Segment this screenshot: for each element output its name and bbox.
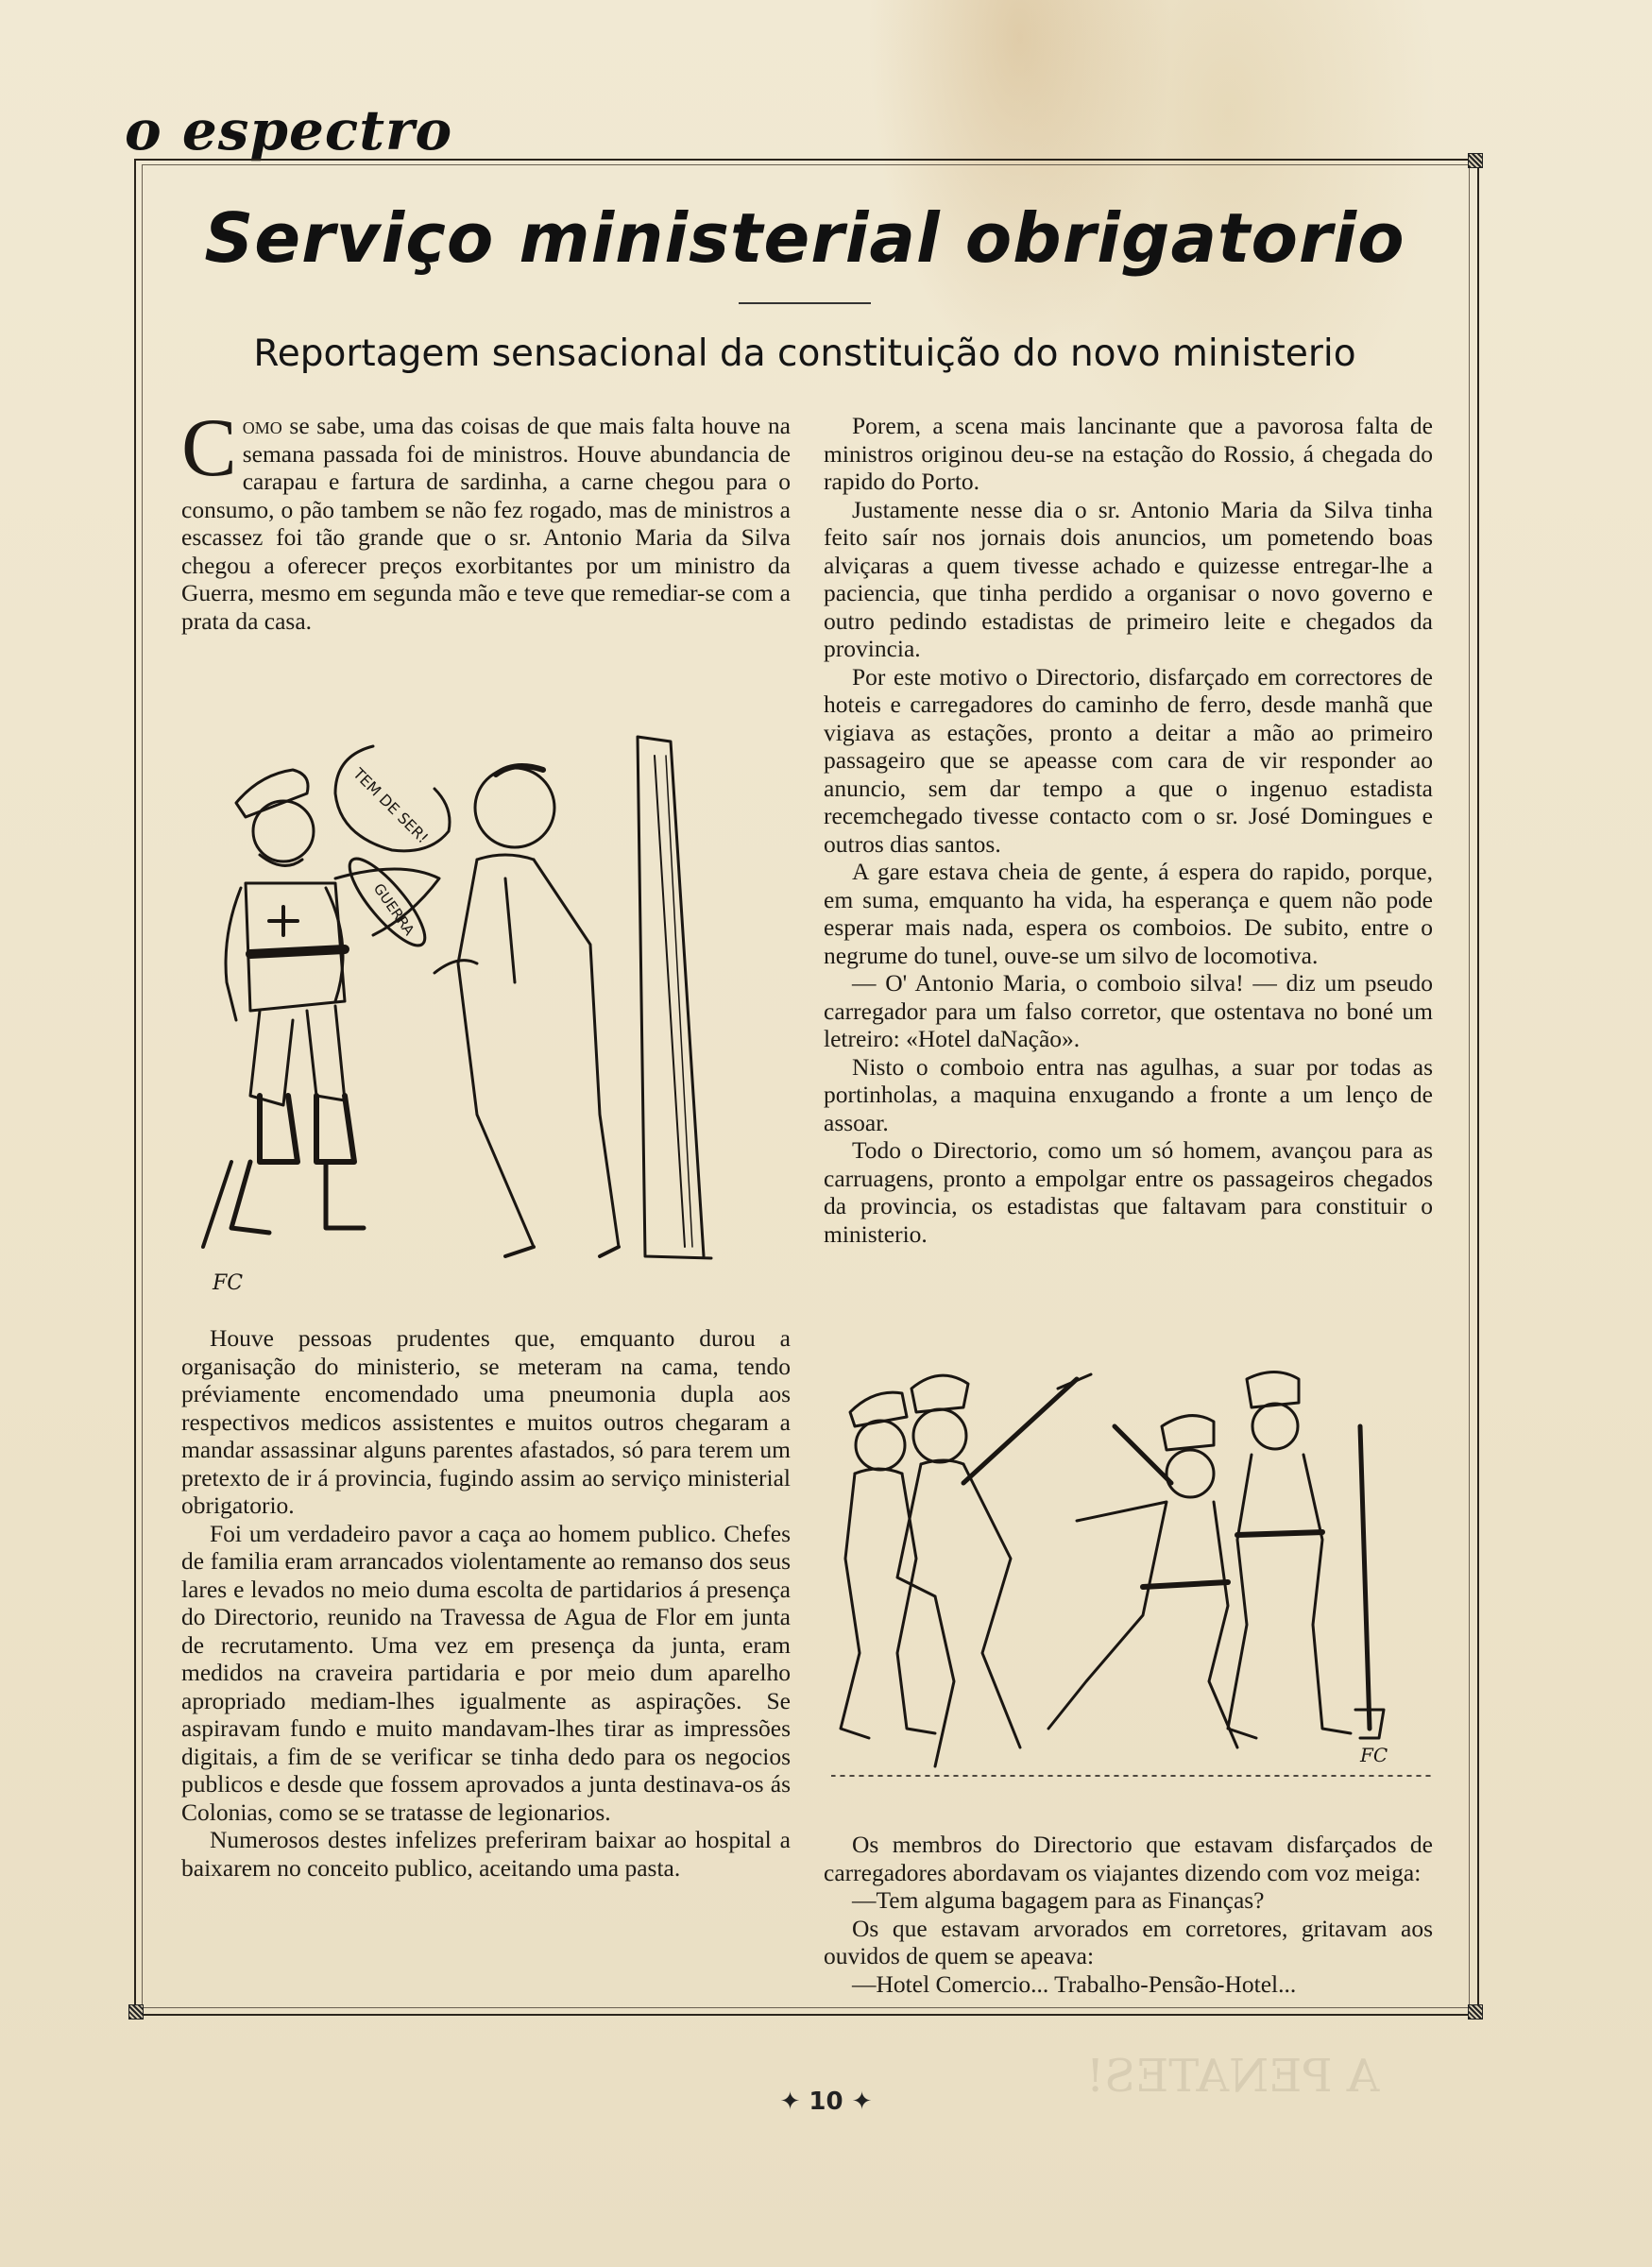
right-column-bottom — [824, 1831, 1433, 1998]
left-column-bottom — [181, 1324, 791, 1882]
speech-bubble-text: TEM DE SER! — [349, 764, 433, 847]
cartoon-2-signature: FC — [1360, 1744, 1388, 1766]
article-title: Serviço ministerial obrigatorio — [204, 198, 1405, 278]
drop-cap: C — [181, 402, 237, 494]
lead-smallcaps: omo — [242, 412, 282, 439]
paragraph: Todo o Directorio, como um só homem, avançou para as carruagens, pronto a empolgar entre os passageiros chegados da provincia, os estadistas que faltavam para constituir o ministerio. — [824, 1136, 1433, 1248]
dialog-line: —Hotel Comercio... Trabalho-Pensão-Hotel... — [852, 1969, 1297, 1998]
lead-text: se sabe, uma das coisas de que mais falta houve na semana passada foi de ministros. Houve abundancia de carapau e fartura de sardinha, a carne chegou para o consumo, o pão tambem se não fez rogado, mas de ministros a escassez foi tão grande que o sr. Antonio Maria da Silva chegou a oferecer preços exorbitantes por um ministro da Guerra, mesmo em segunda mão e teve que remediar-se com a prata da casa. — [181, 412, 791, 635]
masthead: o espectro — [125, 98, 453, 162]
article-subtitle: Reportagem sensacional da constituição do novo ministerio — [253, 332, 1356, 375]
frame-corner-ornament — [1468, 2004, 1483, 2020]
paragraph: Por este motivo o Directorio, disfarçado em correctores de hoteis e carregadores do caminho de ferro, desde manhã que vigiava as estações, pronto a deitar a mão ao primeiro passageiro que se apeasse com cara de vir responder ao anuncio, sem dar tempo a que o ingenuo estadista recemchegado tivesse contacto com o sr. José Domingues e outros dias santos. — [824, 662, 1433, 858]
paragraph: Houve pessoas prudentes que, emquanto durou a organisação do ministerio, se meteram na cama, tendo préviamente encomendado uma pneumonia dupla aos respectivos medicos assistentes e muitos outros chegaram a mandar assassinar alguns parentes afastados, só para terem um pretexto de ir á provincia, fugindo assim ao serviço ministerial obrigatorio. — [181, 1324, 791, 1519]
sash-label: GUERRA — [369, 879, 418, 939]
right-column-top — [824, 412, 1433, 1248]
paragraph: Nisto o comboio entra nas agulhas, a suar por todas as portinholas, a maquina enxugando a fronte a um lenço de assoar. — [824, 1052, 1433, 1136]
paragraph: Justamente nesse dia o sr. Antonio Maria da Silva tinha feito saír nos jornais dois anuncios, um pometendo boas alviçaras a quem tivesse achado e quizesse entregar-lhe a paciencia, que tinha perdido a organisar o novo governo e outro pedindo estadistas de primeiro leite e chegados da provincia. — [824, 495, 1433, 662]
cartoon-soldiers-seizing-man — [831, 1370, 1436, 1804]
page-number: ✦ 10 ✦ — [779, 2088, 873, 2116]
dialog-line: —Tem alguma bagagem para as Finanças? — [852, 1886, 1265, 1914]
paragraph: Os que estavam arvorados em corretores, gritavam aos ouvidos de quem se apeava: — [824, 1914, 1433, 1969]
paragraph: A gare estava cheia de gente, á espera do rapido, porque, em suma, emquanto ha vida, ha esperança e quem não pode esperar mais nada, espera os comboios. De subito, entre o negrume do tunel, ouve-se um silvo de locomotiva. — [824, 858, 1433, 969]
left-column-top — [181, 402, 791, 635]
paragraph: Os membros do Directorio que estavam disfarçados de carregadores abordavam os viajantes dizendo com voz meiga: — [824, 1831, 1433, 1886]
cartoon-1-signature: FC — [213, 1271, 244, 1295]
paragraph: Foi um verdadeiro pavor a caça ao homem publico. Chefes de familia eram arrancados violentamente ao remanso dos seus lares e levados no meio duma escolta de partidarios á presença do Directorio, reunido na Travessa de Agua de Flor em junta de recrutamento. Uma vez em presença da junta, eram medidos na craveira partidaria e por meio dum aparelho apropriado mediam-lhes igualmente as aspirações. Se aspiravam fundo e muito mandavam-lhes tirar as impressões digitais, a fim de se verificar se tinha dedo para os negocios publicos e desde que fossem aprovados a junta destinava-os ás Colonias, como se se tratasse de legionarios. — [181, 1519, 791, 1826]
paragraph: Porem, a scena mais lancinante que a pavorosa falta de ministros originou deu-se na estação do Rossio, á chegada do rapido do Porto. — [824, 412, 1433, 495]
bleed-through-text: A PENATES! — [1086, 2050, 1380, 2103]
cartoon-officer-and-minister — [194, 718, 779, 1304]
paragraph: — O' Antonio Maria, o comboio silva! — diz um pseudo carregador para um falso corretor, que ostentava no boné um letreiro: «Hotel daNação». — [824, 969, 1433, 1052]
lead-paragraph — [181, 402, 791, 635]
frame-corner-ornament — [1468, 153, 1483, 168]
title-divider — [739, 302, 871, 304]
paragraph: Numerosos destes infelizes preferiram baixar ao hospital a baixarem no conceito publico, aceitando uma pasta. — [181, 1826, 791, 1882]
frame-corner-ornament — [128, 2004, 144, 2020]
